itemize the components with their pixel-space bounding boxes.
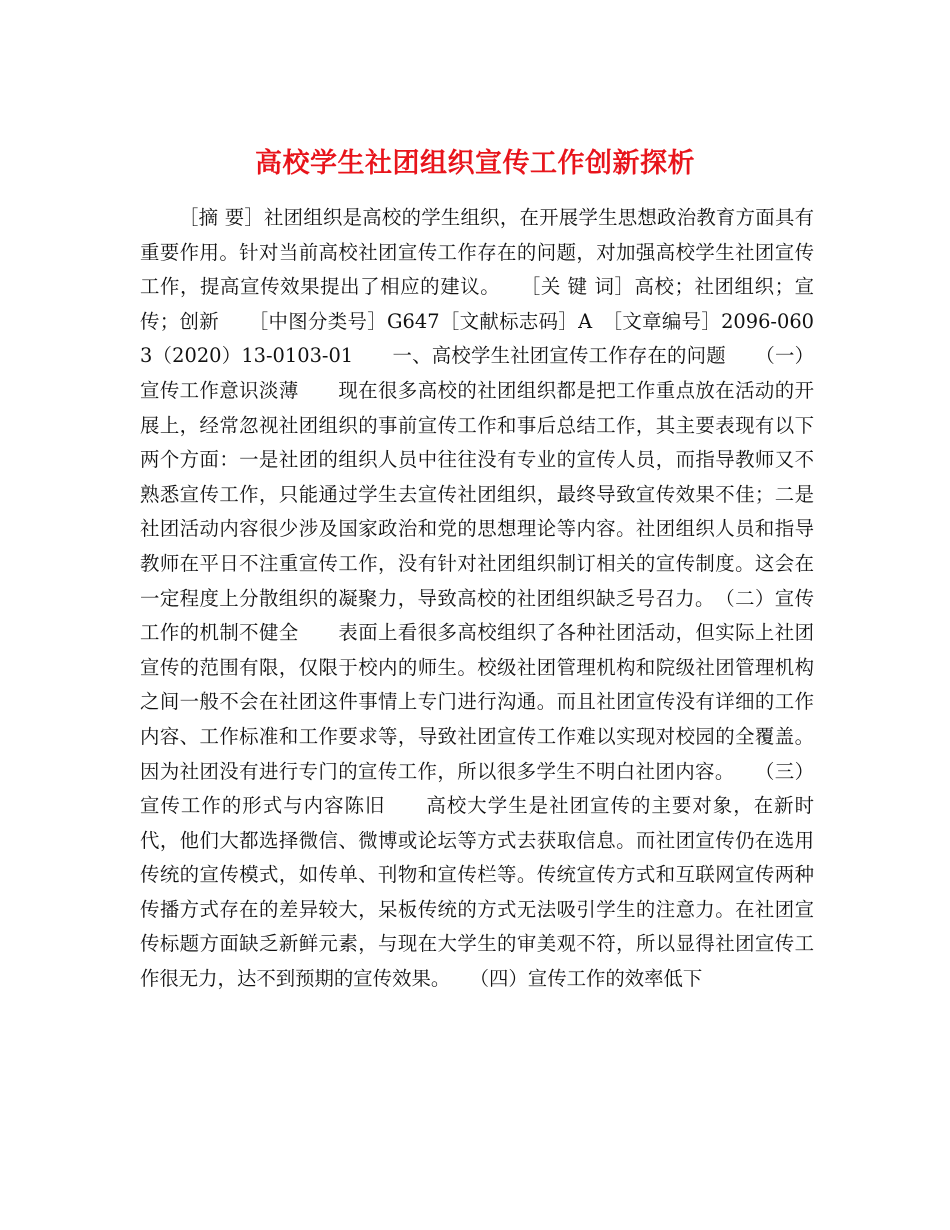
document-title: 高校学生社团组织宣传工作创新探析	[255, 148, 695, 180]
document-body: ［摘 要］社团组织是高校的学生组织，在开展学生思想政治教育方面具有重要作用。针对当前高校社团宣传工作存在的问题，对加强高校学生社团宣传工作，提高宣传效果提出了相应的建议。 ［关 键 词］高校；社团组织；宣传；创新 ［中图分类号］G647［文献标志码］A ［文章编号］2096-0603（2020）13-0103-01 一、高校学生社团宣传工作存在的问题 （一）宣传工作意识淡薄 现在很多高校的社团组织都是把工作重点放在活动的开展上，经常忽视社团组织的事前宣传工作和事后总结工作，其主要表现有以下两个方面：一是社团的组织人员中往往没有专业的宣传人员，而指导教师又不熟悉宣传工作，只能通过学生去宣传社团组织，最终导致宣传效果不佳；二是社团活动内容很少涉及国家政治和党的思想理论等内容。社团组织人员和指导教师在平日不注重宣传工作，没有针对社团组织制订相关的宣传制度。这会在一定程度上分散组织的凝聚力，导致高校的社团组织缺乏号召力。 （二）宣传工作的机制不健全 表面上看很多高校组织了各种社团活动，但实际上社团宣传的范围有限，仅限于校内的师生。校级社团管理机构和院级社团管理机构之间一般不会在社团这件事情上专门进行沟通。而且社团宣传没有详细的工作内容、工作标准和工作要求等，导致社团宣传工作难以实现对校园的全覆盖。因为社团没有进行专门的宣传工作，所以很多学生不明白社团内容。 （三）宣传工作的形式与内容陈旧 高校大学生是社团宣传的主要对象，在新时代，他们大都选择微信、微博或论坛等方式去获取信息。而社团宣传仍在选用传统的宣传模式，如传单、刊物和宣传栏等。传统宣传方式和互联网宣传两种传播方式存在的差异较大，呆板传统的方式无法吸引学生的注意力。在社团宣传标题方面缺乏新鲜元素，与现在大学生的审美观不符，所以显得社团宣传工作很无力，达不到预期的宣传效果。 （四）宣传工作的效率低下	[140, 206, 814, 991]
